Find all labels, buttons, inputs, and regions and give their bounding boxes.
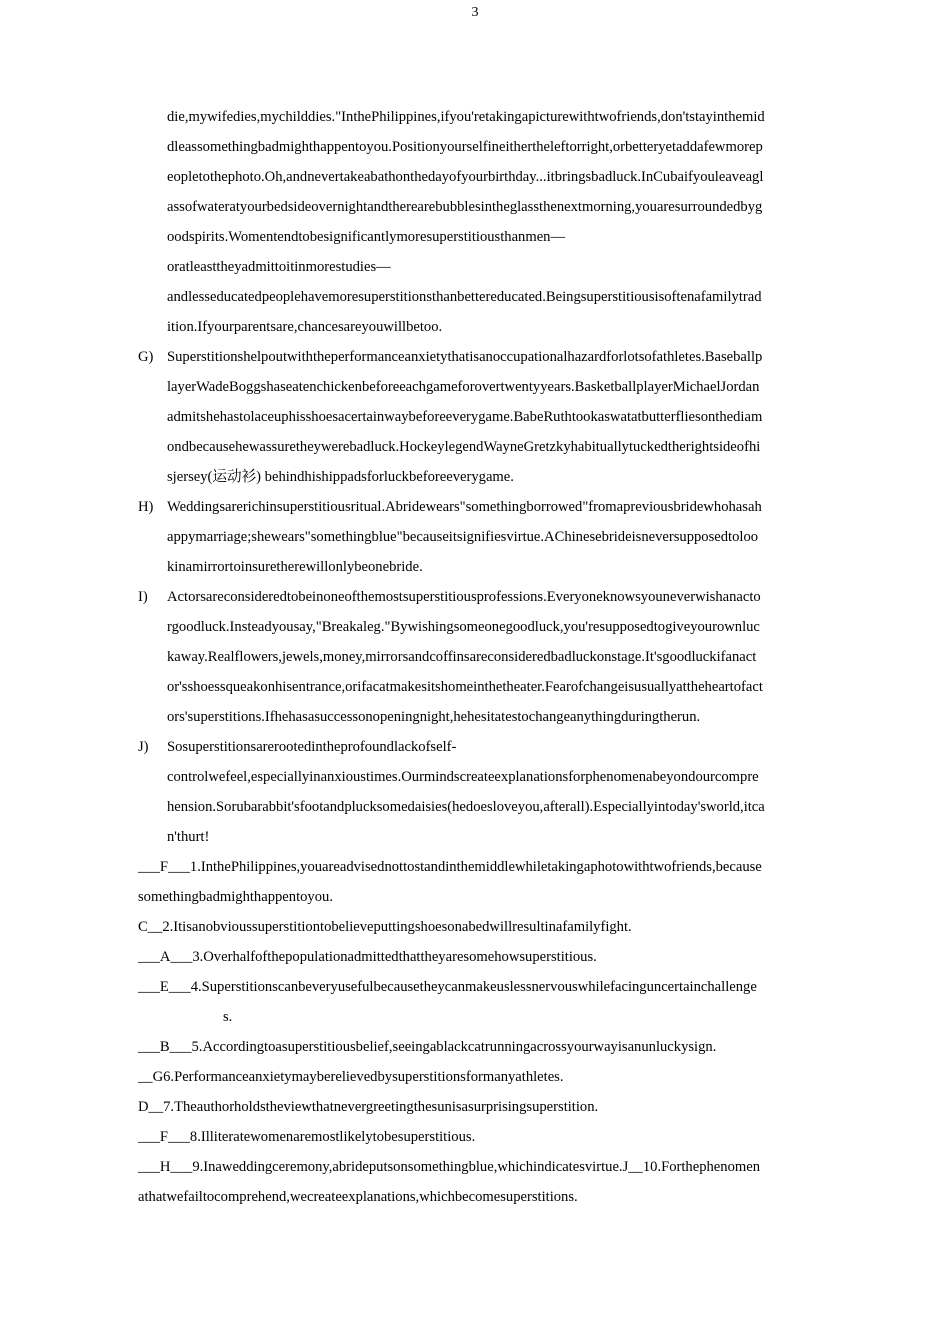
paragraph-line: ition.Ifyourparentsare,chancesareyouwillbetoo.: [167, 319, 443, 335]
paragraph-line: hension.Sorubarabbit'sfootandplucksomedaisies(hedoesloveyou,afterall).Especiallyintoday'sworld,itca: [167, 799, 765, 815]
answer-item-7: [138, 1092, 823, 1122]
answer-item-6: [138, 1062, 823, 1092]
answer-line: ___H___9.Inaweddingceremony,abrideputsonsomethingblue,whichindicatesvirtue.J__10.Forthephenomen: [138, 1159, 760, 1175]
paragraph-line: kaway.Realflowers,jewels,money,mirrorsandcoffinsareconsideredbadluckonstage.It'sgoodluckifanact: [167, 649, 757, 665]
paragraph-h: [138, 492, 823, 582]
paragraph-line: Actorsareconsideredtobeinoneofthemostsuperstitiousprofessions.Everyoneknowsyouneverwishanacto: [167, 589, 761, 605]
paragraph-j: [138, 732, 823, 852]
paragraph-line: ors'superstitions.Ifhehasasuccessonopeningnight,hehesitatestochangeanythingduringtherun.: [167, 709, 701, 725]
paragraph-line: dleassomethingbadmighthappentoyou.Positionyourselfineithertheleftorright,orbetteryetaddafewmorep: [167, 139, 763, 155]
paragraph-line: assofwateratyourbedsideovernightandtherearebubblesintheglassthenextmorning,youaresurroundedbyg: [167, 199, 763, 215]
answer-line: ___A___3.Overhalfofthepopulationadmittedthattheyaresomehowsuperstitious.: [138, 949, 597, 965]
paragraph-line: andlesseducatedpeoplehavemoresuperstitionsthanbettereducated.Beingsuperstitiousisoftenafamilytrad: [167, 289, 762, 305]
paragraph-line: ondbecausehewassuretheywerebadluck.HockeylegendWayneGretzkyhabituallytuckedtherightsideofhi: [167, 439, 761, 455]
paragraph-line: oratleasttheyadmittoitinmorestudies—: [167, 259, 391, 275]
answer-line: s.: [223, 1009, 233, 1025]
page-number: 3: [471, 5, 479, 20]
answer-item-3: [138, 942, 823, 972]
answer-line: ___E___4.Superstitionscanbeveryusefulbecausetheycanmakeuslessnervouswhilefacinguncertainchallenge: [138, 979, 757, 995]
paragraph-label: H): [138, 499, 154, 515]
answer-item-4: [138, 972, 823, 1032]
answer-item-2: [138, 912, 823, 942]
paragraph-line: appymarriage;shewears"somethingblue"becauseitsignifiesvirtue.AChinesebrideisneversupposedtoloo: [167, 529, 759, 545]
paragraph-line: controlwefeel,especiallyinanxioustimes.Ourmindscreateexplanationsforphenomenabeyondourcompre: [167, 769, 759, 785]
paragraph-line: eopletothephoto.Oh,andnevertakeabathonthedayofyourbirthday...itbringsbadluck.InCubaifyouleaveagl: [167, 169, 764, 185]
answer-line: somethingbadmighthappentoyou.: [138, 889, 333, 905]
answer-item-9-10: [138, 1152, 823, 1212]
paragraph-line: Sosuperstitionsarerootedintheprofoundlackofself-: [167, 739, 457, 755]
paragraph-line: or'sshoessqueakonhisentrance,orifacatmakesitshomeinthetheater.Fearofchangeisusuallyattheheartofact: [167, 679, 763, 695]
answer-item-5: [138, 1032, 823, 1062]
paragraph-line: n'thurt!: [167, 829, 210, 845]
paragraph-line: rgoodluck.Insteadyousay,"Breakaleg."Bywishingsomeonegoodluck,you'resupposedtogiveyourownluc: [167, 619, 760, 635]
paragraph-line: oodspirits.Womentendtobesignificantlymoresuperstitiousthanmen—: [167, 229, 566, 245]
paragraph-line: die,mywifedies,mychilddies."InthePhilippines,ifyou'retakingapicturewithtwofriends,don'tstayinthemid: [167, 109, 765, 125]
answer-line: ___F___8.Illiteratewomenaremostlikelytobesuperstitious.: [138, 1129, 476, 1145]
paragraph-line: sjersey(运动衫) behindhishippadsforluckbeforeeverygame.: [167, 469, 514, 485]
paragraph-i: [138, 582, 823, 732]
document-body: [0, 102, 950, 1212]
paragraph-f-continued: [167, 102, 823, 342]
answer-line: ___B___5.Accordingtoasuperstitiousbelief,seeingablackcatrunningacrossyourwayisanunluckysign.: [138, 1039, 717, 1055]
paragraph-label: J): [138, 739, 149, 755]
paragraph-line: kinamirrortoinsuretherewillonlybeonebride.: [167, 559, 423, 575]
answer-line: C__2.Itisanobvioussuperstitiontobelieveputtingshoesonabedwillresultinafamilyfight.: [138, 919, 632, 935]
answer-line: ___F___1.InthePhilippines,youareadvisednottostandinthemiddlewhiletakingaphotowithtwofriends,because: [138, 859, 762, 875]
paragraph-line: admitshehastolaceuphisshoesacertainwaybeforeeverygame.BabeRuthtookaswatatbutterfliesonthediam: [167, 409, 763, 425]
paragraph-label: I): [138, 589, 148, 605]
answer-item-8: [138, 1122, 823, 1152]
paragraph-g: [138, 342, 823, 492]
paragraph-line: Superstitionshelpoutwiththeperformanceanxietythatisanoccupationalhazardforlotsofathletes.Baseballp: [167, 349, 763, 365]
answer-line: athatwefailtocomprehend,wecreateexplanations,whichbecomesuperstitions.: [138, 1189, 578, 1205]
answer-line: D__7.Theauthorholdstheviewthatnevergreetingthesunisasurprisingsuperstition.: [138, 1099, 599, 1115]
paragraph-line: Weddingsarerichinsuperstitiousritual.Abridewears"somethingborrowed"fromapreviousbridewhohasah: [167, 499, 762, 515]
paragraph-line: layerWadeBoggshaseatenchickenbeforeeachgameforovertwentyyears.BasketballplayerMichaelJordan: [167, 379, 760, 395]
paragraph-label: G): [138, 349, 154, 365]
answer-line: __G6.Performanceanxietymayberelievedbysuperstitionsformanyathletes.: [138, 1069, 564, 1085]
answer-item-1: [138, 852, 823, 912]
